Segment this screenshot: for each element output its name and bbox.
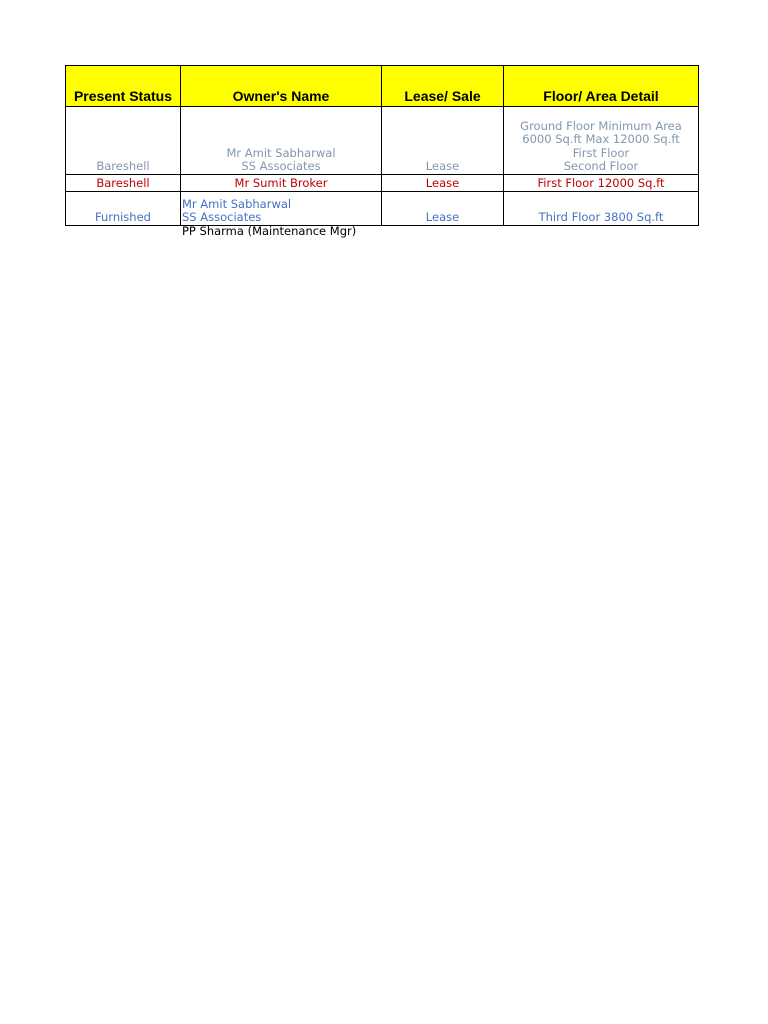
table-row <box>66 107 699 175</box>
floor-line: Third Floor 3800 Sq.ft <box>538 210 664 225</box>
cell-floor[interactable] <box>504 192 699 226</box>
header-owners-name[interactable]: Owner's Name <box>181 66 382 107</box>
cell-floor[interactable] <box>504 175 699 192</box>
owner-line: Mr Amit Sabharwal <box>182 196 292 211</box>
floor-line: Ground Floor Minimum Area <box>520 118 682 133</box>
cell-lease[interactable]: Lease <box>382 107 504 175</box>
cell-floor[interactable] <box>504 107 699 175</box>
header-lease-sale[interactable]: Lease/ Sale <box>382 66 504 107</box>
property-table <box>65 65 699 226</box>
floor-line: First Floor <box>572 145 630 160</box>
cell-status[interactable]: Furnished <box>66 192 181 226</box>
cell-lease[interactable]: Lease <box>382 192 504 226</box>
cell-status[interactable]: Bareshell <box>66 107 181 175</box>
cell-status[interactable]: Bareshell <box>66 175 181 192</box>
header-row <box>66 66 699 107</box>
table-row <box>66 175 699 192</box>
owner-line: SS Associates <box>182 210 262 225</box>
cell-owner[interactable] <box>181 192 382 226</box>
table-row <box>66 192 699 226</box>
maintenance-note[interactable]: PP Sharma (Maintenance Mgr) <box>182 224 357 238</box>
cell-owner[interactable] <box>181 175 382 192</box>
floor-line: First Floor 12000 Sq.ft <box>537 176 665 191</box>
header-floor-area-detail[interactable]: Floor/ Area Detail <box>504 66 699 107</box>
floor-line: Second Floor <box>563 159 639 174</box>
cell-owner[interactable] <box>181 107 382 175</box>
header-present-status[interactable]: Present Status <box>66 66 181 107</box>
owner-line: Mr Sumit Broker <box>234 176 328 191</box>
cell-lease[interactable]: Lease <box>382 175 504 192</box>
floor-line: 6000 Sq.ft Max 12000 Sq.ft <box>522 132 680 147</box>
owner-line: SS Associates <box>241 159 321 174</box>
owner-line: Mr Amit Sabharwal <box>226 145 336 160</box>
